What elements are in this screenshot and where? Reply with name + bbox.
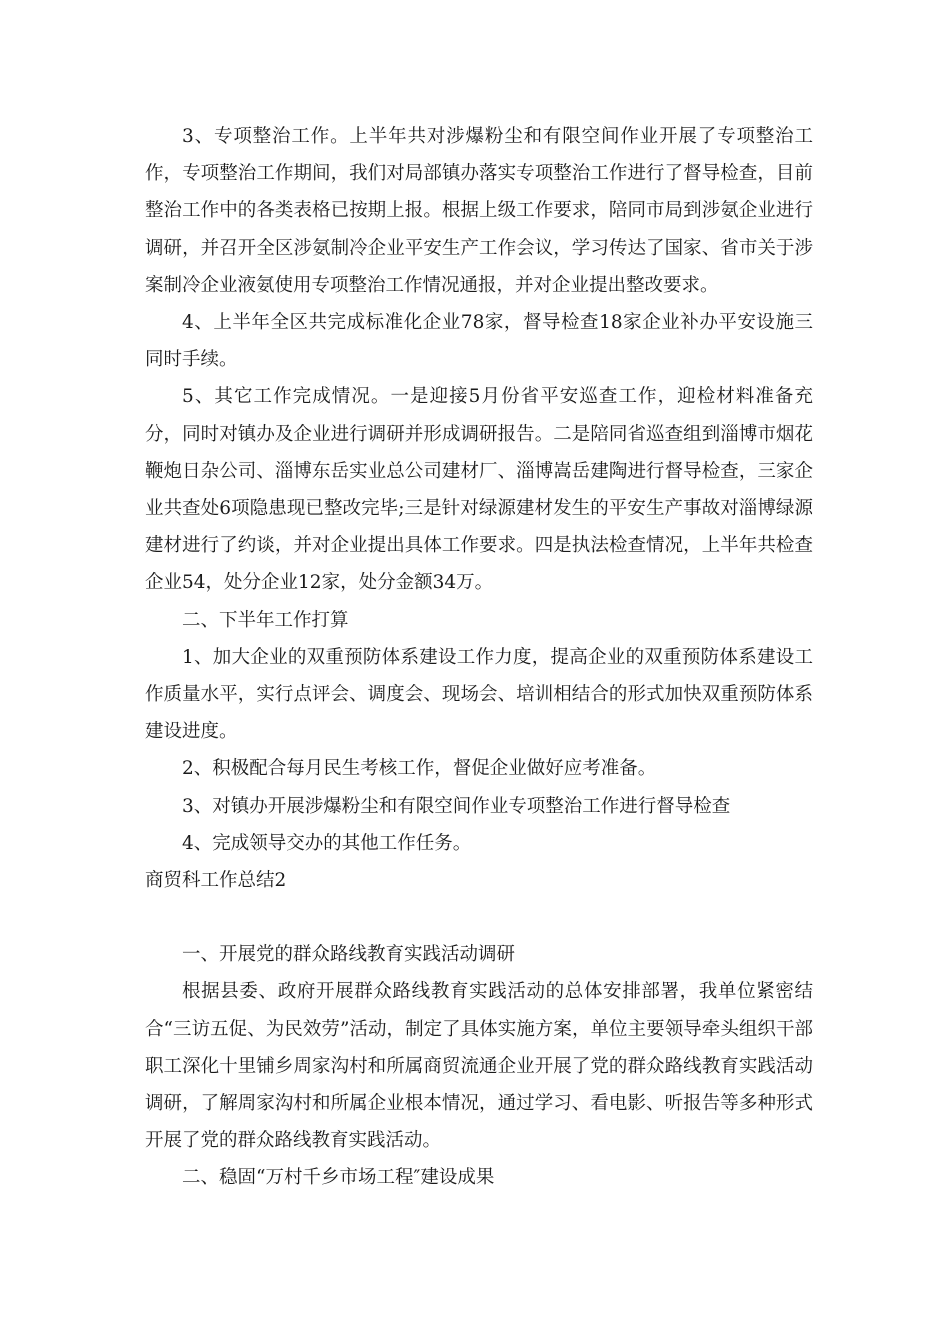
section-gap [145, 899, 813, 936]
document-body [145, 118, 813, 1197]
heading-market-project: 二、稳固“万村千乡市场工程″建设成果 [182, 1167, 495, 1189]
paragraph-party-line-detail: 根据县委、政府开展群众路线教育实践活动的总体安排部署，我单位紧密结合“三访五促、为民效劳”活动，制定了具体实施方案，单位主要领导牵头组织干部职工深化十里铺乡周家沟村和所属商贸流通企业开展了党的群众路线教育实践活动调研，了解周家沟村和所属企业根本情况，通过学习、看电影、听报告等多种形式开展了党的群众路线教育实践活动。 [145, 981, 813, 1152]
paragraph-plan-item-1: 1、加大企业的双重预防体系建设工作力度，提高企业的双重预防体系建设工作质量水平，实行点评会、调度会、现场会、培训相结合的形式加快双重预防体系建设进度。 [145, 646, 813, 743]
paragraph-other-work: 5、其它工作完成情况。一是迎接5月份省平安巡查工作，迎检材料准备充分，同时对镇办及企业进行调研并形成调研报告。二是陪同省巡查组到淄博市烟花鞭炮日杂公司、淄博东岳实业总公司建材厂、淄博嵩岳建陶进行督导检查，三家企业共查处6项隐患现已整改完毕;三是针对绿源建材发生的平安生产事故对淄博绿源建材进行了约谈，并对企业提出具体工作要求。四是执法检查情况，上半年共检查企业54，处分企业12家，处分金额34万。 [145, 386, 813, 594]
heading-party-line-research: 一、开展党的群众路线教育实践活动调研 [182, 944, 516, 966]
paragraph-plan-item-2: 2、积极配合每月民生考核工作，督促企业做好应考准备。 [182, 758, 657, 780]
paragraph-plan-item-3: 3、对镇办开展涉爆粉尘和有限空间作业专项整治工作进行督导检查 [182, 795, 731, 817]
section-title: 商贸科工作总结2 [145, 870, 287, 892]
paragraph-plan-item-4: 4、完成领导交办的其他工作任务。 [182, 832, 472, 854]
heading-second-half-plan: 二、下半年工作打算 [182, 609, 349, 631]
paragraph-standardization: 4、上半年全区共完成标准化企业78家，督导检查18家企业补办平安设施三同时手续。 [145, 312, 813, 371]
paragraph-special-rectification: 3、专项整治工作。上半年共对涉爆粉尘和有限空间作业开展了专项整治工作，专项整治工作期间，我们对局部镇办落实专项整治工作进行了督导检查，目前整治工作中的各类表格已按期上报。根据上级工作要求，陪同市局到涉氨企业进行调研，并召开全区涉氨制冷企业平安生产工作会议，学习传达了国家、省市关于涉案制冷企业液氨使用专项整治工作情况通报，并对企业提出整改要求。 [145, 126, 813, 296]
